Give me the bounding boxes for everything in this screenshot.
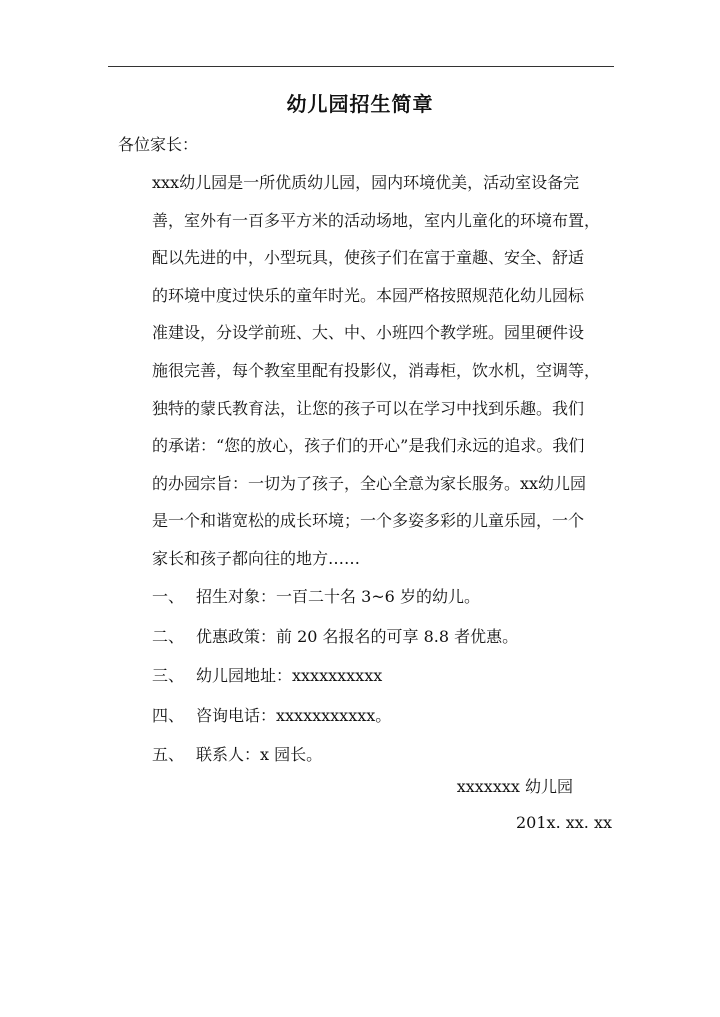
list-item-discount [152, 624, 612, 664]
greeting: 各位家长： [118, 135, 199, 154]
item-number: 五、 [152, 745, 185, 764]
item-text: 联系人：x 园长。 [196, 745, 323, 764]
intro-paragraph [152, 170, 612, 584]
header-rule [108, 66, 614, 67]
list-item-address [152, 663, 612, 703]
item-text: 咨询电话：xxxxxxxxxxx。 [196, 705, 392, 725]
paragraph-line: 独特的蒙氏教育法，让您的孩子可以在学习中找到乐趣。我们 [152, 398, 585, 418]
item-number: 四、 [152, 705, 185, 725]
list-item-target [152, 584, 612, 624]
item-number: 三、 [152, 666, 185, 685]
paragraph-line: 的环境中度过快乐的童年时光。本园严格按照规范化幼儿园标 [152, 285, 585, 305]
paragraph-line: xxx幼儿园是一所优质幼儿园，园内环境优美，活动室设备完 [152, 173, 580, 192]
document-date: 201x. xx. xx [516, 813, 612, 832]
paragraph-line: 的承诺：“您的放心，孩子们的开心”是我们永远的追求。我们 [152, 436, 585, 456]
paragraph-line: 家长和孩子都向往的地方…… [152, 548, 361, 568]
list-item-phone [152, 703, 612, 743]
paragraph-line: 施很完善，每个教室里配有投影仪，消毒柜，饮水机，空调等， [152, 360, 601, 380]
paragraph-line: 准建设，分设学前班、大、中、小班四个教学班。园里硬件设 [152, 323, 585, 343]
paragraph-line: 是一个和谐宽松的成长环境；一个多姿多彩的儿童乐园，一个 [152, 511, 585, 531]
item-number: 一、 [152, 587, 185, 606]
paragraph-line: 配以先进的中，小型玩具，使孩子们在富于童趣、安全、舒适 [152, 248, 585, 268]
signature: xxxxxxx 幼儿园 [456, 777, 573, 796]
enrollment-details-list [152, 584, 612, 782]
document-title: 幼儿园招生简章 [286, 92, 434, 116]
paragraph-line: 善，室外有一百多平方米的活动场地，室内儿童化的环境布置， [152, 210, 601, 230]
item-text: 幼儿园地址：xxxxxxxxxx [196, 666, 383, 685]
item-text: 招生对象：一百二十名 3~6 岁的幼儿。 [196, 587, 480, 606]
paragraph-line: 的办园宗旨：一切为了孩子，全心全意为家长服务。xx幼儿园 [152, 473, 587, 493]
item-number: 二、 [152, 626, 185, 646]
item-text: 优惠政策：前 20 名报名的可享 8.8 者优惠。 [196, 626, 519, 646]
